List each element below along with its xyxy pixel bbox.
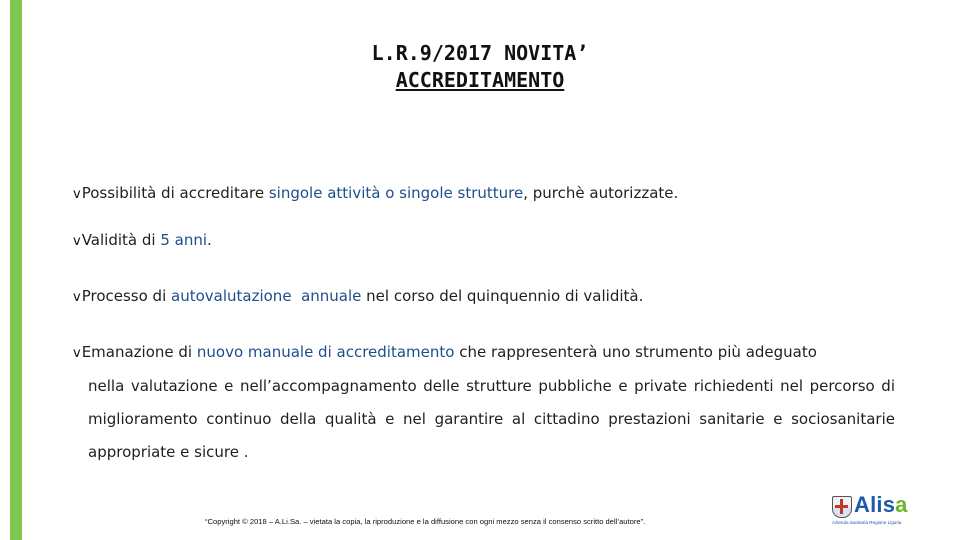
bullet-highlight: singole attività o singole strutture <box>268 184 524 202</box>
bullet-text: , purchè autorizzate. <box>523 184 679 202</box>
side-accent-bar <box>10 0 22 540</box>
bullet-highlight: annuale <box>301 287 362 305</box>
bullet-text: Possibilità di accreditare <box>81 184 269 202</box>
bullet-text: nel corso del quinquennio di validità. <box>361 287 644 305</box>
alisa-logo <box>830 494 922 530</box>
diamond-bullet-icon: v <box>73 346 81 361</box>
liguria-shield-icon <box>832 496 852 518</box>
title-line-1: L.R.9/2017 NOVITA’ <box>371 41 589 65</box>
bullet-gap <box>292 287 302 305</box>
copyright-footer: “Copyright © 2018 – A.Li.Sa. – vietata la copia, la riproduzione e la diffusione con ogni mezzo senza il consenso scritto dell’autore”. <box>205 517 646 526</box>
bullet-text: che rappresenterà uno strumento più adeguato <box>454 343 817 361</box>
bullet-continuation: nella valutazione e nell’accompagnamento delle strutture pubbliche e private richiedenti nel percorso di miglioramento continuo della qualità e nel garantire al cittadino prestazioni sanitarie e sociosanitarie appropriate e sicure . <box>88 377 895 461</box>
bullet-text: . <box>207 231 212 249</box>
bullet-text: Emanazione di <box>81 343 197 361</box>
logo-wordmark: Alisa <box>854 492 908 517</box>
logo-tagline: Azienda Sanitaria Regione Liguria <box>832 520 902 525</box>
bullet-list <box>73 176 895 491</box>
bullet-item <box>73 224 895 258</box>
diamond-bullet-icon: v <box>73 234 81 249</box>
bullet-highlight: autovalutazione <box>171 287 292 305</box>
bullet-text: Validità di <box>81 231 161 249</box>
diamond-bullet-icon: v <box>73 187 81 202</box>
title-line-2: ACCREDITAMENTO <box>395 68 565 92</box>
diamond-bullet-icon: v <box>73 290 81 305</box>
bullet-item <box>73 336 895 469</box>
bullet-highlight: nuovo manuale di accreditamento <box>196 343 455 361</box>
bullet-item <box>73 280 895 314</box>
slide-title <box>300 40 660 94</box>
bullet-highlight: 5 anni <box>160 231 208 249</box>
bullet-text: Processo di <box>81 287 172 305</box>
bullet-item <box>73 176 895 212</box>
